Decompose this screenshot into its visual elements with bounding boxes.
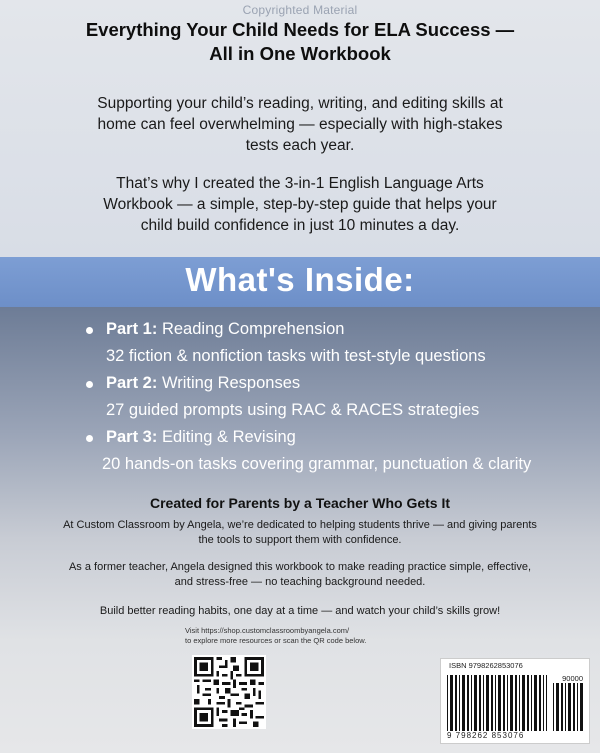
barcode-bar — [447, 675, 448, 731]
barcode-bar — [539, 675, 541, 731]
barcode-bar — [479, 675, 481, 731]
bullet-icon — [86, 381, 93, 388]
barcode-bar — [503, 675, 505, 731]
intro-paragraph-1: Supporting your child’s reading, writing, and editing skills at home can feel overwhelming — especially with high-stakes tests each year. — [97, 95, 503, 154]
barcode-bar — [531, 675, 532, 731]
barcode-addon-icon — [553, 683, 583, 731]
part-label: Part 2: — [106, 374, 158, 392]
part-name: Reading Comprehension — [161, 320, 345, 338]
barcode-bar — [450, 675, 453, 731]
barcode-bar — [462, 675, 465, 731]
qr-code-graphic — [194, 657, 264, 727]
part-name: Writing Responses — [161, 374, 301, 392]
barcode-bar — [546, 675, 547, 731]
barcode-bar — [527, 675, 529, 731]
about-paragraph-1: At Custom Classroom by Angela, we’re dedicated to helping students thrive — and giving parents the tools to support them with confidence. — [63, 519, 537, 546]
barcode-bar — [507, 675, 508, 731]
part-description: 32 fiction & nonfiction tasks with test-style questions — [106, 347, 486, 365]
barcode-label — [440, 658, 590, 744]
barcode-bar — [515, 675, 517, 731]
barcode-bar — [483, 675, 484, 731]
barcode-icon — [447, 675, 547, 731]
barcode-bar — [474, 675, 477, 731]
part-label: Part 3: — [106, 428, 158, 446]
part-heading — [106, 428, 296, 447]
whats-inside-title: What's Inside: — [185, 261, 415, 298]
part-description: 20 hands-on tasks covering grammar, punctuation & clarity — [102, 455, 532, 473]
barcode-bar — [491, 675, 493, 731]
intro-paragraph-2: That’s why I created the 3-in-1 English Language Arts Workbook — a simple, step-by-step guide that helps your child build confidence in just 10 minutes a day. — [103, 175, 497, 234]
visit-url[interactable]: Visit https://shop.customclassroombyangela.com/ — [185, 626, 350, 635]
barcode-bar — [543, 675, 544, 731]
barcode-bar — [510, 675, 513, 731]
barcode-bar — [471, 675, 472, 731]
about-heading: Created for Parents by a Teacher Who Gets It — [149, 495, 451, 511]
barcode-number: 9 798262 853076 — [447, 731, 525, 740]
headline-line-1: Everything Your Child Needs for ELA Success — — [85, 19, 515, 40]
bullet-icon — [86, 327, 93, 334]
part-description: 27 guided prompts using RAC & RACES strategies — [106, 401, 480, 419]
barcode-bar — [573, 683, 575, 731]
price-code: 90000 — [562, 674, 583, 683]
headline-line-2: All in One Workbook — [209, 43, 391, 64]
barcode-bar — [495, 675, 496, 731]
barcode-bar — [580, 683, 583, 731]
barcode-bar — [553, 683, 554, 731]
bullet-icon — [86, 435, 93, 442]
visit-note — [185, 626, 415, 646]
barcode-bar — [498, 675, 501, 731]
barcode-bar — [455, 675, 457, 731]
about-paragraph-3: Build better reading habits, one day at a time — and watch your child’s skills grow! — [99, 605, 501, 617]
barcode-bar — [568, 683, 571, 731]
barcode-bar — [467, 675, 469, 731]
part-heading — [106, 320, 344, 339]
barcode-bar — [561, 683, 563, 731]
barcode-bar — [534, 675, 537, 731]
barcode-bar — [577, 683, 578, 731]
part-heading — [106, 374, 300, 393]
visit-instruction: to explore more resources or scan the QR code below. — [185, 636, 367, 645]
copyright-watermark: Copyrighted Material — [242, 3, 358, 17]
barcode-bar — [519, 675, 520, 731]
part-label: Part 1: — [106, 320, 158, 338]
isbn-text: ISBN 9798262853076 — [449, 661, 523, 670]
barcode-bar — [522, 675, 525, 731]
barcode-bar — [565, 683, 566, 731]
barcode-bar — [556, 683, 559, 731]
about-paragraph-2: As a former teacher, Angela designed this workbook to make reading practice simple, effective, and stress-free — no teaching background needed. — [68, 561, 532, 588]
headline — [0, 18, 600, 66]
barcode-bar — [486, 675, 489, 731]
barcode-bar — [459, 675, 460, 731]
part-name: Editing & Revising — [161, 428, 296, 446]
whats-inside-band — [0, 257, 600, 307]
qr-code-icon[interactable] — [192, 655, 266, 729]
